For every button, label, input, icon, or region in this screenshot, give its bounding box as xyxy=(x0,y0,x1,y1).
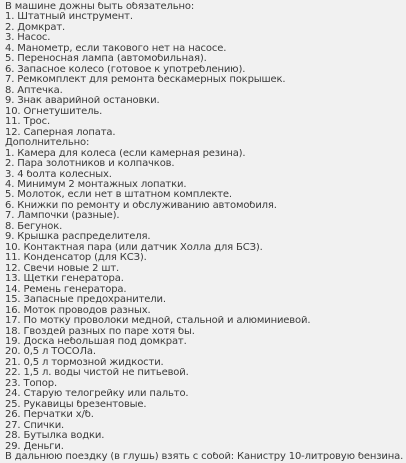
list-item: 11. Конденсатор (для КСЗ). xyxy=(5,253,147,264)
intro-line: В машине дожны быть обязательно: xyxy=(5,2,195,12)
list-item: 8. Аптечка. xyxy=(5,85,63,96)
additional-heading: Дополнительно: xyxy=(5,138,90,149)
mandatory-list xyxy=(5,12,406,138)
list-item: 13. Щетки генератора. xyxy=(5,274,124,285)
list-item: 9. Крышка распределителя. xyxy=(5,232,151,243)
list-item: 28. Бутылка водки. xyxy=(5,431,105,442)
list-item: 1. Штатный инструмент. xyxy=(5,12,133,23)
list-item: 17. По мотку проволоки медной, стальной и алюминиевой. xyxy=(5,316,311,327)
list-item: 25. Рукавицы брезентовые. xyxy=(5,399,147,410)
list-item: 7. Лампочки (разные). xyxy=(5,211,120,222)
list-item: 3. 4 болта колесных. xyxy=(5,169,112,180)
list-item: 20. 0,5 л ТОСОЛа. xyxy=(5,347,96,358)
list-item: 2. Домкрат. xyxy=(5,22,66,33)
list-item: 11. Трос. xyxy=(5,117,50,128)
list-item: 6. Запасное колесо (готовое к употреблению). xyxy=(5,64,246,75)
list-item: 10. Огнетушитель. xyxy=(5,106,103,117)
list-item: 29. Деньги. xyxy=(5,441,64,452)
list-item: 15. Запасные предохранители. xyxy=(5,295,166,306)
list-item: 23. Топор. xyxy=(5,378,57,389)
additional-list xyxy=(5,149,406,453)
list-item: 4. Манометр, если такового нет на насосе. xyxy=(5,43,227,54)
list-item: 2. Пара золотников и колпачков. xyxy=(5,159,175,170)
list-item: 24. Старую телогрейку или пальто. xyxy=(5,389,189,400)
list-item: 7. Ремкомплект для ремонта бескамерных покрышек. xyxy=(5,75,286,86)
list-item: 1. Камера для колеса (если камерная резина). xyxy=(5,148,246,159)
list-item: 6. Книжки по ремонту и обслуживанию автомобиля. xyxy=(5,200,277,211)
list-item: 4. Минимум 2 монтажных лопатки. xyxy=(5,179,187,190)
list-item: 18. Гвоздей разных по паре хотя бы. xyxy=(5,326,195,337)
list-item: 22. 1,5 л. воды чистой не питьевой. xyxy=(5,368,189,379)
list-item: 9. Знак аварийной остановки. xyxy=(5,96,160,107)
list-item: 8. Бегунок. xyxy=(5,221,63,232)
list-item: 3. Насос. xyxy=(5,33,51,44)
list-item: 21. 0,5 л тормозной жидкости. xyxy=(5,357,164,368)
list-item: 5. Переносная лампа (автомобильная). xyxy=(5,54,207,65)
list-item: 26. Перчатки х/б. xyxy=(5,410,94,421)
list-item: 10. Контактная пара (или датчик Холла для БСЗ). xyxy=(5,242,263,253)
list-item: 16. Моток проводов разных. xyxy=(5,305,151,316)
list-item: 27. Спички. xyxy=(5,420,65,431)
list-item: 12. Свечи новые 2 шт. xyxy=(5,263,120,274)
list-item: 14. Ремень генератора. xyxy=(5,284,127,295)
list-item: 5. Молоток, если нет в штатном комплекте. xyxy=(5,190,232,201)
list-item: 12. Саперная лопата. xyxy=(5,127,116,138)
list-item: 19. Доска небольшая под домкрат. xyxy=(5,337,187,347)
footer-note: В дальнюю поездку (в глушь) взять с собой: Канистру 10-литровую бензина. xyxy=(5,452,404,463)
